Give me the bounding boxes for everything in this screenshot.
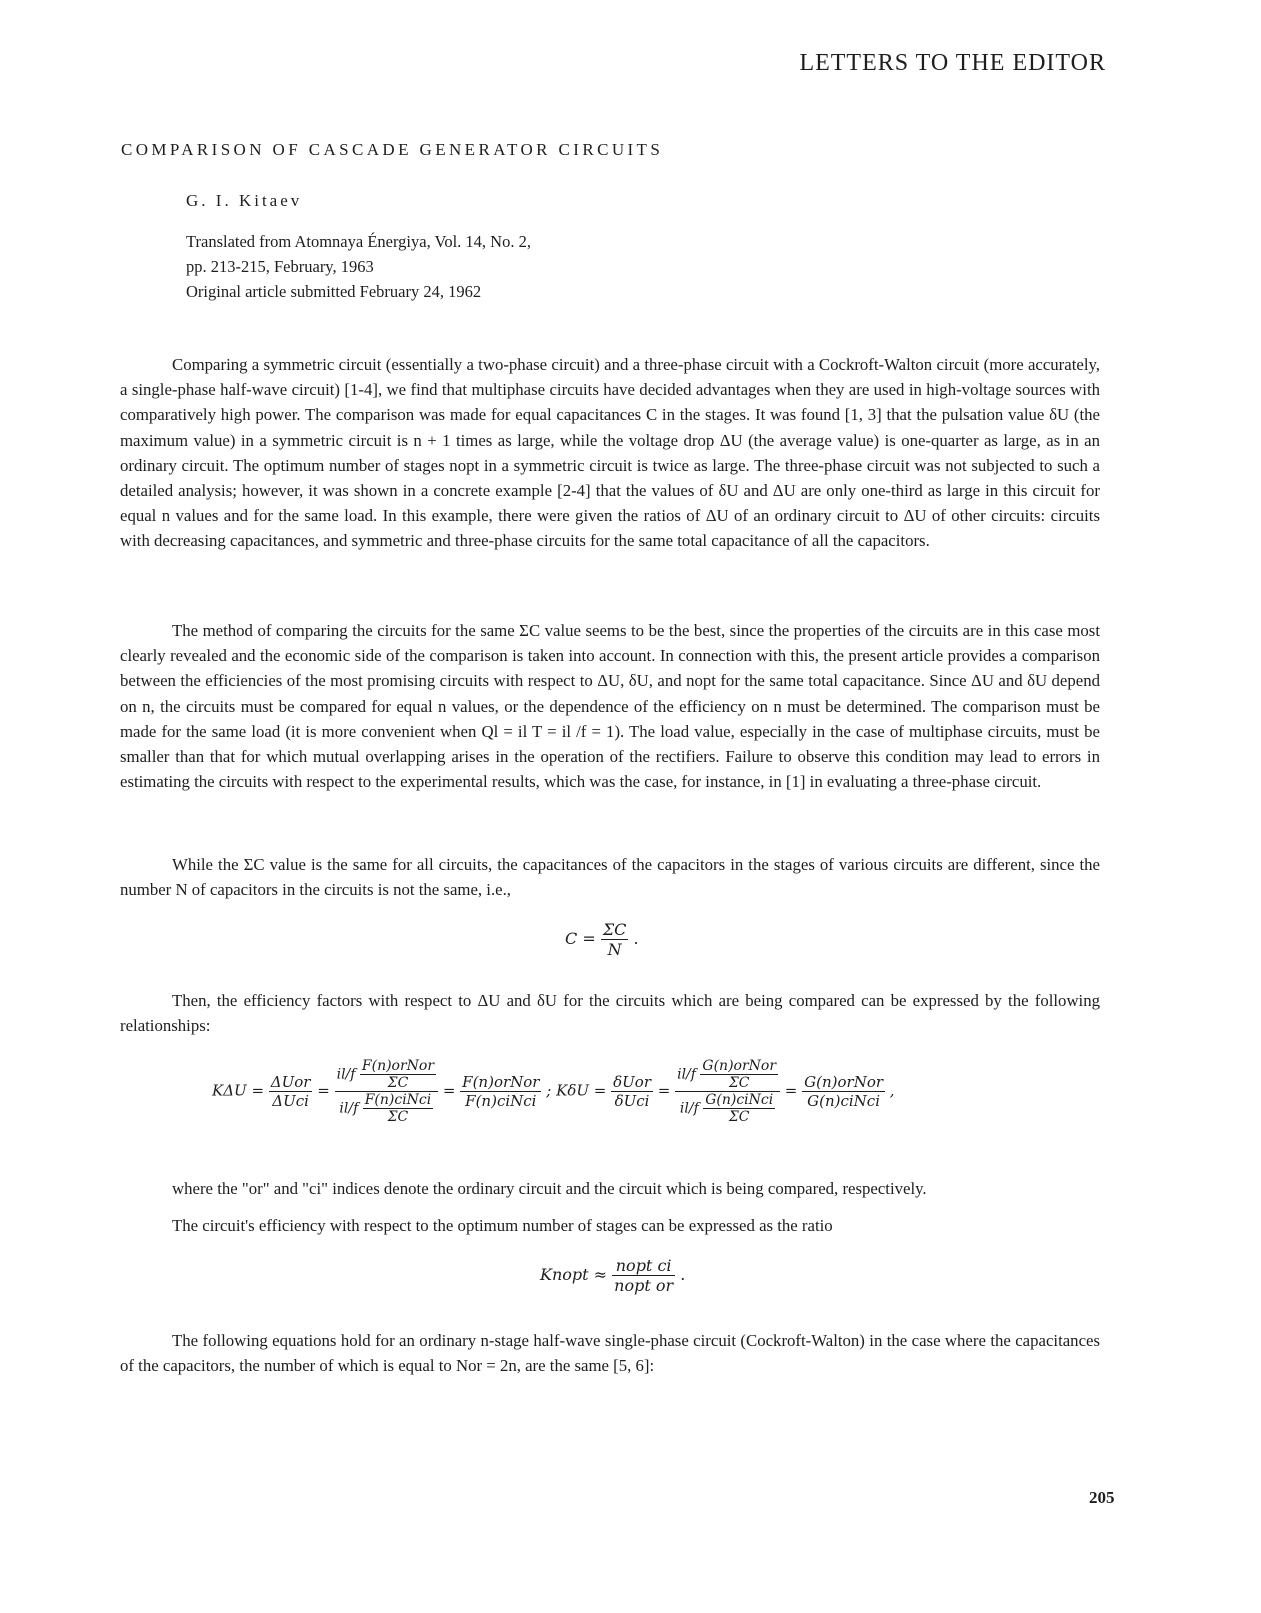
eq-k-du-result [460,1073,541,1110]
paragraph-6: The circuit's efficiency with respect to the optimum number of stages can be expressed as the ratio [172,1216,833,1235]
eq-k-delta-lhs: KδU [556,1081,589,1100]
article-title: COMPARISON OF CASCADE GENERATOR CIRCUITS [121,140,664,159]
eq-k-il-f-1: il/f [336,1066,356,1083]
eq-k-f-ci-frac [363,1092,434,1125]
eq-k-delta-compound-num [675,1058,780,1092]
paragraph-5: where the "or" and "ci" indices denote the ordinary circuit and the circuit which is being compared, respectively. [172,1179,927,1198]
eq-k-delta-result-den: G(n)ciNci [807,1092,881,1110]
eq-c-fraction [601,920,629,959]
eq-k-sumc-1: ΣC [387,1075,409,1091]
equation-kopt [540,1256,685,1295]
eq-k-comma: , [889,1081,895,1100]
eq-k-delta-compound [675,1058,780,1125]
eq-k-delta-compound-den [675,1092,780,1125]
paragraph-7: The following equations hold for an ordinary n-stage half-wave single-phase circuit (Cockroft-Walton) in the case where the capacitances of the capacitors, the number of which is equal to Nor = 2n, are the same [5, 6]: [120,1331,1100,1376]
eq-k-delta-num: δUor [613,1073,651,1091]
meta-line-1: Translated from Atomnaya Énergiya, Vol. 14, No. 2, [186,232,531,251]
eq-kopt-fraction [612,1256,675,1295]
eq-kopt-lhs: Knopt [540,1265,589,1284]
eq-k-il-f-3: il/f [677,1066,696,1083]
eq-k-g-or: G(n)orNor [702,1058,777,1074]
eq-k-g-or-frac [700,1058,778,1091]
eq-kopt-period: . [680,1265,686,1284]
eq-k-delta-den: δUci [614,1092,650,1110]
meta-line-2: pp. 213-215, February, 1963 [186,257,374,276]
eq-k-separator: ; [546,1081,552,1100]
paragraph-4: Then, the efficiency factors with respect to ΔU and δU for the circuits which are being compared can be expressed by the following relationships: [120,991,1100,1036]
eq-k-du-compound-den [335,1092,438,1125]
eq-k-sumc-3: ΣC [728,1075,750,1091]
equation-efficiency-factors: KΔU = $\frac{\text{ΔUor}}{\text{ΔUci}}$ = il/f $\frac{\text{F(n)orNor}}{\Sigma C}$ il/f $\frac{\text{F(n)ciNci}}{\Sigma C}$ = $\frac{\text{F(n)orNor}}{\text{F(n)ciNci}}$ ; KδU = $\frac{\text{δUor}}{\text{δUci}}$ = il/f $\frac{\text{G(n)orNor}}{\Sigma C}$ il/f $\frac{\text{G(n)ciNci}}{\Sigma C}$ = $\frac{\text{G(n)orNor}}{\text{G(n)ciNci}}$ , [212,1058,895,1125]
eq-k-delta-result [802,1073,885,1110]
eq-kopt-num: nopt ci [612,1256,675,1276]
eq-k-du-result-num: F(n)orNor [462,1073,540,1091]
eq-c-period: . [633,929,639,948]
eq-k-il-f-2: il/f [339,1100,359,1117]
eq-k-sumc-2: ΣC [387,1109,409,1125]
paragraph-1: Comparing a symmetric circuit (essentially a two-phase circuit) and a three-phase circuit with a Cockroft-Walton circuit (more accurately, a single-phase half-wave circuit) [1-4], we find that multiphase circuits have decided advantages when they are used in high-voltage sources with comparatively high power. The comparison was made for equal capacitances C in the stages. It was found [1, 3] that the pulsation value δU (the maximum value) in a symmetric circuit is n + 1 times as large, while the voltage drop ΔU (the average value) is one-quarter as large, as in an ordinary circuit. The optimum number of stages nopt in a symmetric circuit is twice as large. The three-phase circuit was not subjected to such a detailed analysis; however, it was shown in a concrete example [2-4] that the values of δU and ΔU are only one-third as large in this circuit for equal n values and for the same load. In this example, there were given the ratios of ΔU of an ordinary circuit to ΔU of other circuits: circuits with decreasing capacitances, and symmetric and three-phase circuits for the same total capacitance of all the capacitors. [120,355,1100,551]
eq-k-il-f-4: il/f [679,1100,699,1117]
eq-k-g-ci: G(n)ciNci [705,1092,774,1108]
eq-k-du-num: ΔUor [270,1073,311,1091]
eq-k-du-lhs: KΔU [212,1081,247,1100]
eq-c-denominator: N [607,940,622,959]
eq-kopt-den: nopt or [614,1276,674,1295]
eq-k-g-ci-frac [703,1092,775,1125]
eq-k-du-result-den: F(n)ciNci [465,1092,537,1110]
eq-c-numerator: ΣC [602,920,627,939]
paragraph-2: The method of comparing the circuits for the same ΣC value seems to be the best, since the properties of the circuits are in this case most clearly revealed and the economic side of the comparison is taken into account. In connection with this, the present article provides a comparison between the efficiencies of the most promising circuits with respect to ΔU, δU, and nopt for the same total capacitance. Since ΔU and δU depend on n, the circuits must be compared for equal n values, or the dependence of the efficiency on n must be determined. The comparison must be made for the same load (it is more convenient when Ql = il T = il /f = 1). The load value, especially in the case of multiphase circuits, must be smaller than that for which mutual overlapping arises in the operation of the rectifiers. Failure to observe this condition may lead to errors in estimating the circuits with respect to the experimental results, which was the case, for instance, in [1] in evaluating a three-phase circuit. [120,621,1100,792]
eq-k-f-ci: F(n)ciNci [364,1092,432,1108]
running-head: LETTERS TO THE EDITOR [799,50,1106,76]
eq-k-delta-ratio [611,1073,653,1110]
eq-k-du-ratio [269,1073,313,1110]
page-number: 205 [1089,1488,1115,1507]
eq-k-f-or: F(n)orNor [361,1058,435,1074]
eq-kopt-approx: ≈ [593,1265,608,1284]
eq-c-lhs: C [565,929,578,948]
eq-c-equals: = [582,929,596,948]
equation-capacitance [565,920,639,959]
eq-k-du-den: ΔUci [272,1092,309,1110]
paragraph-3: While the ΣC value is the same for all circuits, the capacitances of the capacitors in the stages of various circuits are different, since the number N of capacitors in the circuits is not the same, i.e., [120,855,1100,900]
eq-k-sumc-4: ΣC [728,1109,750,1125]
eq-k-delta-result-num: G(n)orNor [804,1073,884,1091]
eq-k-du-compound-num [335,1058,438,1092]
author: G. I. Kitaev [186,191,303,210]
meta-line-3: Original article submitted February 24, 1962 [186,282,482,301]
eq-k-f-or-frac [360,1058,436,1091]
publication-meta [186,229,531,304]
eq-k-du-compound [335,1058,438,1125]
